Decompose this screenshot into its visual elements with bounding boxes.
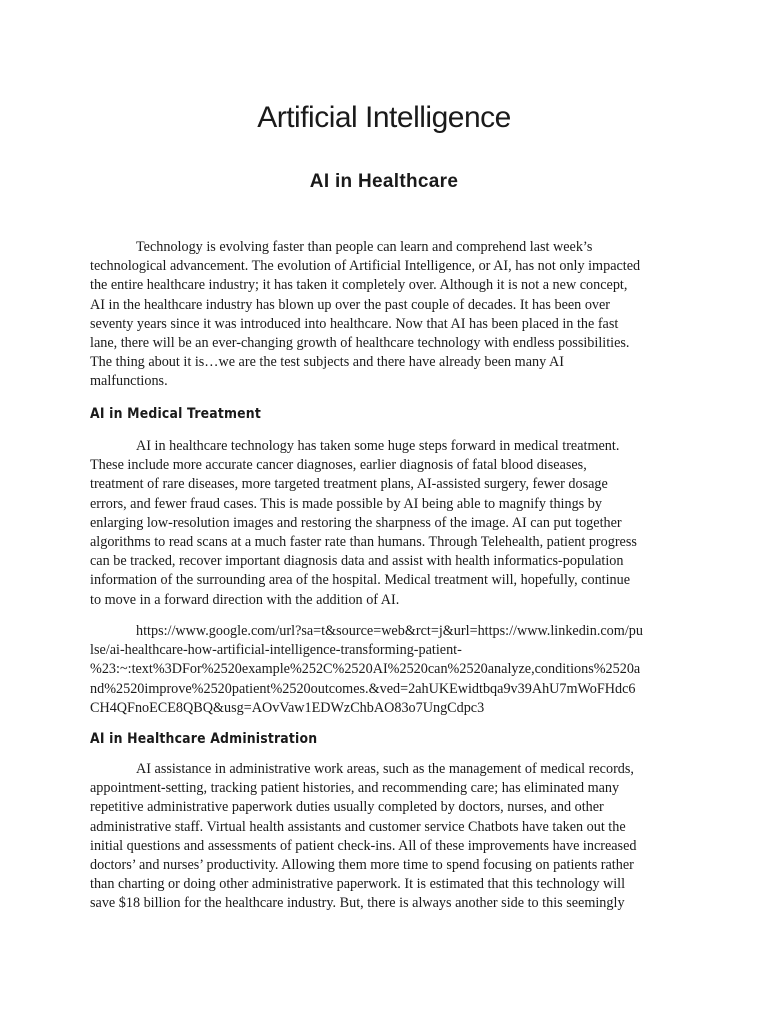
admin-line: save $18 billion for the healthcare industry. But, there is always another side to this seemingly bbox=[90, 895, 625, 912]
intro-line: lane, there will be an ever-changing growth of healthcare technology with endless possibilities. bbox=[90, 335, 630, 352]
medical-line: algorithms to read scans at a much faster rate than humans. Through Telehealth, patient progress bbox=[90, 534, 637, 551]
source-url-line: lse/ai-healthcare-how-artificial-intelligence-transforming-patient- bbox=[90, 642, 462, 659]
intro-line: seventy years since it was introduced into healthcare. Now that AI has been placed in the fast bbox=[90, 315, 619, 332]
admin-line: initial questions and assessments of patient check-ins. All of these improvements have increased bbox=[90, 837, 637, 854]
intro-line: Technology is evolving faster than people can learn and comprehend last week’s bbox=[136, 239, 593, 255]
admin-line: administrative staff. Virtual health assistants and customer service Chatbots have taken out the bbox=[90, 818, 626, 835]
intro-line: AI in the healthcare industry has blown up over the past couple of decades. It has been over bbox=[90, 296, 611, 313]
intro-line: the entire healthcare industry; it has taken it completely over. Although it is not a new concept, bbox=[90, 277, 628, 294]
medical-treatment-paragraph bbox=[90, 437, 678, 610]
medical-line: AI in healthcare technology has taken some huge steps forward in medical treatment. bbox=[136, 438, 620, 454]
medical-line: information of the surrounding area of the hospital. Medical treatment will, hopefully, continue bbox=[90, 572, 631, 589]
admin-line: appointment-setting, tracking patient histories, and recommending care; has eliminated many bbox=[90, 780, 620, 797]
section-heading-healthcare-administration: AI in Healthcare Administration bbox=[90, 731, 318, 747]
admin-line: than charting or doing other administrative paperwork. It is estimated that this technology will bbox=[90, 876, 626, 893]
medical-line: These include more accurate cancer diagnoses, earlier diagnosis of fatal blood diseases, bbox=[90, 457, 587, 474]
intro-line: malfunctions. bbox=[90, 373, 168, 390]
intro-line: The thing about it is…we are the test subjects and there have already been many AI bbox=[90, 354, 564, 371]
medical-line: can be tracked, recover important diagnosis data and assist with health informatics-population bbox=[90, 553, 624, 570]
intro-line: technological advancement. The evolution of Artificial Intelligence, or AI, has not only impacted bbox=[90, 258, 641, 275]
medical-line: to move in a forward direction with the addition of AI. bbox=[90, 591, 400, 608]
source-url-line: nd%2520improve%2520patient%2520outcomes.&ved=2ahUKEwidtbqa9v39AhU7mWoFHdc6 bbox=[90, 680, 636, 697]
healthcare-administration-paragraph bbox=[90, 760, 678, 914]
source-url-line: https://www.google.com/url?sa=t&source=web&rct=j&url=https://www.linkedin.com/pu bbox=[136, 623, 643, 639]
document-title: Artificial Intelligence bbox=[257, 101, 511, 134]
document-subtitle: AI in Healthcare bbox=[309, 171, 459, 192]
medical-line: enlarging low-resolution images and restoring the sharpness of the image. AI can put together bbox=[90, 514, 622, 531]
source-url-line: %23:~:text%3DFor%2520example%252C%2520AI%2520can%2520analyze,conditions%2520a bbox=[90, 661, 641, 678]
medical-line: treatment of rare diseases, more targeted treatment plans, AI-assisted surgery, fewer dosage bbox=[90, 476, 608, 493]
admin-line: doctors’ and nurses’ productivity. Allowing them more time to spend focusing on patients rather bbox=[90, 857, 634, 874]
source-url-paragraph bbox=[90, 622, 678, 718]
intro-paragraph bbox=[90, 238, 678, 392]
source-url-line: CH4QFnoECE8QBQ&usg=AOvVaw1EDWzChbAO83o7UngCdpc3 bbox=[90, 699, 485, 716]
medical-line: errors, and fewer fraud cases. This is made possible by AI being able to magnify things by bbox=[90, 495, 602, 512]
section-heading-medical-treatment: AI in Medical Treatment bbox=[90, 406, 261, 422]
admin-line: AI assistance in administrative work areas, such as the management of medical records, bbox=[136, 761, 634, 777]
admin-line: repetitive administrative paperwork duties usually completed by doctors, nurses, and other bbox=[90, 799, 604, 816]
